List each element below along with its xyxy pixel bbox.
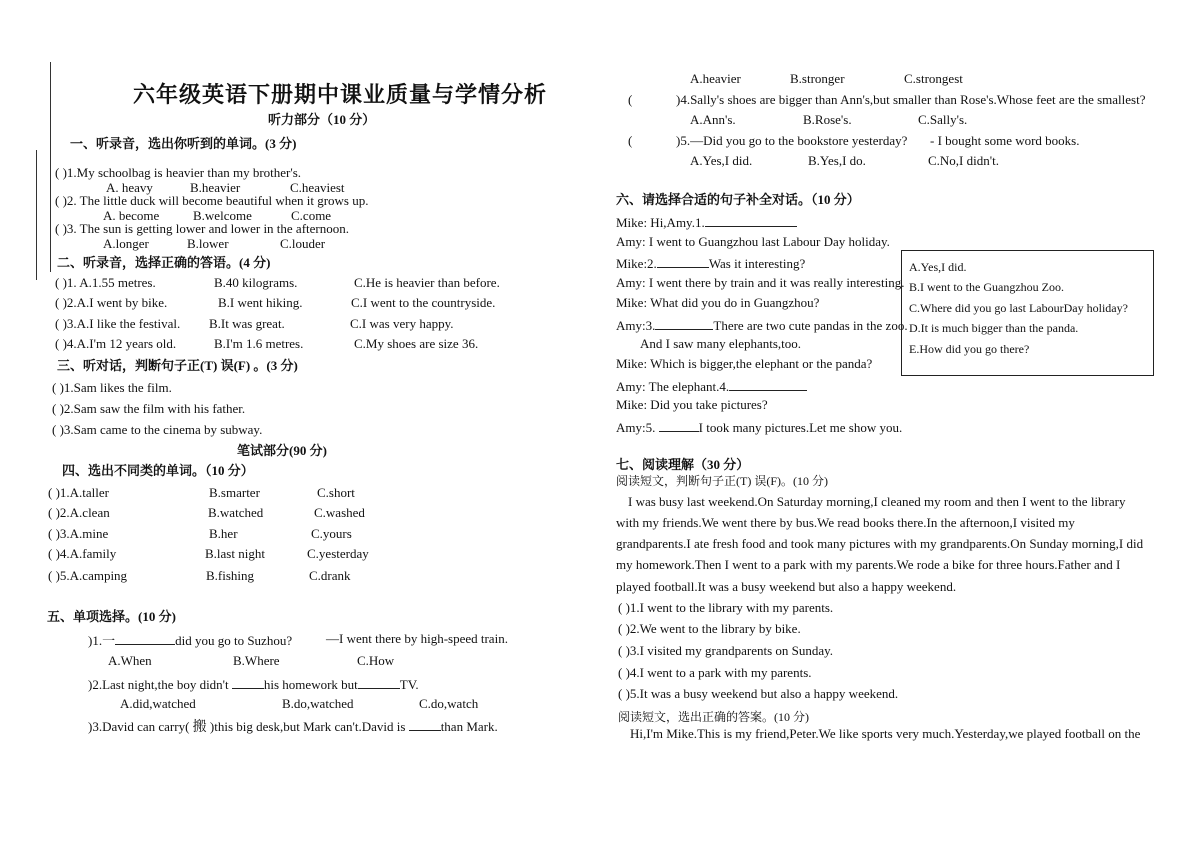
s5-q3 (88, 718, 498, 734)
s5-q5-answer: - I bought some word books. (930, 133, 1080, 148)
s5-q1-text-a: )1.一 (88, 633, 116, 648)
s5-q3-text-a: )3.David can carry( (88, 719, 190, 734)
s6-line-11-text-a: Amy:5. (616, 420, 656, 435)
s5-q2-blank-1[interactable] (232, 676, 264, 689)
s6-line-4: Amy: I went there by train and it was really interesting. (616, 275, 905, 290)
s6-blank-2[interactable] (657, 255, 709, 268)
s5-q4-opt-c: C.Sally's. (918, 112, 968, 127)
s6-blank-1[interactable] (705, 214, 797, 227)
s6-line-2: Amy: I went to Guangzhou last Labour Day holiday. (616, 234, 890, 249)
s3-q2: ( )2.Sam saw the film with his father. (52, 401, 246, 416)
s4-q1: ( )1.A.taller (48, 485, 110, 500)
s5-q1 (88, 632, 292, 647)
s5-q1-opt-c: C.How (357, 653, 395, 668)
s6-option-c: C.Where did you go last LabourDay holiday? (909, 301, 1128, 315)
s5-q3-handwritten: 搬 (192, 719, 207, 735)
s5-q1-text-b: did you go to Suzhou? (175, 633, 293, 648)
s6-line-8: Mike: Which is bigger,the elephant or the panda? (616, 356, 873, 371)
s7-sub1-heading: 阅读短文，判断句子正(T) 误(F)。(10 分) (616, 474, 828, 488)
s5-q5-opt-a: A.Yes,I did. (690, 153, 753, 168)
s4-q3-c: C.yours (311, 526, 352, 541)
s4-q2-b: B.watched (208, 505, 264, 520)
s2-q2-c: C.I went to the countryside. (351, 295, 496, 310)
s4-q2: ( )2.A.clean (48, 505, 110, 520)
s7-q1: ( )1.I went to the library with my parents. (618, 600, 834, 615)
s5-q2-text-a: )2.Last night,the boy didn't (88, 677, 229, 692)
s5-q1-opt-b: B.Where (233, 653, 280, 668)
s5-q3-opt-c: C.strongest (904, 71, 963, 86)
s4-q3: ( )3.A.mine (48, 526, 109, 541)
s1-q3-opt-a: A.longer (103, 236, 149, 251)
s2-q2-b: B.I went hiking. (218, 295, 303, 310)
s4-q4-c: C.yesterday (307, 546, 369, 561)
s2-q2: ( )2.A.I went by bike. (55, 295, 168, 310)
binding-line-top (50, 62, 51, 272)
s6-line-3 (616, 255, 805, 270)
s5-q2-blank-2[interactable] (358, 676, 400, 689)
s2-q4: ( )4.A.I'm 12 years old. (55, 336, 177, 351)
s1-q1-opt-a: A. heavy (106, 180, 153, 195)
s7-q4: ( )4.I went to a park with my parents. (618, 665, 812, 680)
binding-line-mid (36, 150, 37, 280)
s1-q2-opt-c: C.come (291, 208, 332, 223)
s5-q1-answer: —I went there by high-speed train. (326, 631, 508, 646)
s2-q3-b: B.It was great. (209, 316, 285, 331)
s5-q3-opt-b: B.stronger (790, 71, 845, 86)
s4-q1-c: C.short (317, 485, 355, 500)
s4-q5-c: C.drank (309, 568, 351, 583)
s5-q1-blank[interactable] (115, 632, 175, 645)
s5-q5-stem: )5.—Did you go to the bookstore yesterday? (676, 133, 908, 148)
section5-heading: 五、单项选择。(10 分) (47, 609, 176, 624)
s5-q4-paren: ( (628, 92, 633, 107)
s4-q4: ( )4.A.family (48, 546, 117, 561)
s1-q1-opt-b: B.heavier (190, 180, 241, 195)
s6-line-9 (616, 378, 807, 393)
s7-passage-line-2: with my friends.We went there by bus.We read books there.In the afternoon,I visited my (616, 515, 1075, 530)
s1-q2-stem: ( )2. The little duck will become beautiful when it grows up. (55, 193, 369, 208)
s1-q1-opt-c: C.heaviest (290, 180, 345, 195)
s5-q3-blank[interactable] (409, 718, 441, 731)
s6-option-a: A.Yes,I did. (909, 260, 967, 274)
s7-passage-line-5: played football.It was a busy weekend but also a happy weekend. (616, 579, 957, 594)
section1-heading: 一、听录音，选出你听到的单词。(3 分) (70, 136, 297, 151)
s2-q1: ( )1. A.1.55 metres. (55, 275, 156, 290)
s1-q2-opt-a: A. become (103, 208, 160, 223)
s1-q1-stem: ( )1.My schoolbag is heavier than my brother's. (55, 165, 302, 180)
s6-line-3-text-a: Mike:2. (616, 256, 657, 271)
s7-q3: ( )3.I visited my grandparents on Sunday. (618, 643, 834, 658)
s6-line-10: Mike: Did you take pictures? (616, 397, 768, 412)
s5-q4-stem: )4.Sally's shoes are bigger than Ann's,but smaller than Rose's.Whose feet are the smallest? (676, 92, 1146, 107)
s3-q3: ( )3.Sam came to the cinema by subway. (52, 422, 263, 437)
s6-blank-4[interactable] (729, 378, 807, 391)
section2-heading: 二、听录音，选择正确的答语。(4 分) (57, 255, 271, 270)
s4-q3-b: B.her (209, 526, 238, 541)
s6-option-b: B.I went to the Guangzhou Zoo. (909, 280, 1064, 294)
s1-q2-opt-b: B.welcome (193, 208, 252, 223)
s5-q2-text-c: TV. (399, 677, 419, 692)
section3-heading: 三、听对话，判断句子正(T) 误(F) 。(3 分) (57, 358, 298, 373)
s4-q5: ( )5.A.camping (48, 568, 128, 583)
s6-line-9-text: Amy: The elephant.4. (616, 379, 730, 394)
s6-line-7: And I saw many elephants,too. (640, 336, 802, 351)
s2-q4-c: C.My shoes are size 36. (354, 336, 479, 351)
s3-q1: ( )1.Sam likes the film. (52, 380, 172, 395)
s1-q3-opt-c: C.louder (280, 236, 326, 251)
s5-q5-opt-c: C.No,I didn't. (928, 153, 999, 168)
written-part-heading: 笔试部分(90 分) (237, 443, 327, 458)
s5-q2-opt-a: A.did,watched (120, 696, 196, 711)
s4-q2-c: C.washed (314, 505, 365, 520)
s7-q2: ( )2.We went to the library by bike. (618, 621, 801, 636)
section7-heading: 七、阅读理解（30 分） (616, 457, 750, 472)
s6-line-11 (616, 419, 902, 434)
s5-q5-paren: ( (628, 133, 633, 148)
s6-line-1-text: Mike: Hi,Amy.1. (616, 215, 705, 230)
listening-part-heading: 听力部分（10 分） (268, 112, 376, 127)
s7-passage-line-1: I was busy last weekend.On Saturday morning,I cleaned my room and then I went to the library (628, 494, 1126, 509)
s5-q5-opt-b: B.Yes,I do. (808, 153, 866, 168)
s6-line-6-text-a: Amy:3. (616, 318, 656, 333)
s7-sub2-heading: 阅读短文，选出正确的答案。(10 分) (618, 710, 809, 724)
s2-q1-c: C.He is heavier than before. (354, 275, 500, 290)
s7-passage-line-4: my homework.Then I went to a park with my parents.We rode a bike for three hours.Father and I (616, 557, 1121, 572)
s6-line-11-text-b: I took many pictures.Let me show you. (698, 420, 903, 435)
section4-heading: 四、选出不同类的单词。（10 分） (62, 463, 254, 478)
s6-option-d: D.It is much bigger than the panda. (909, 321, 1079, 335)
s4-q1-b: B.smarter (209, 485, 260, 500)
s6-blank-3[interactable] (655, 317, 713, 330)
s6-line-5: Mike: What did you do in Guangzhou? (616, 295, 820, 310)
s2-q4-b: B.I'm 1.6 metres. (214, 336, 304, 351)
s5-q2-opt-c: C.do,watch (419, 696, 479, 711)
s7-q5: ( )5.It was a busy weekend but also a happy weekend. (618, 686, 899, 701)
s7-passage-line-3: grandparents.I ate fresh food and took many pictures with my grandparents.On Sunday morning,I did (616, 536, 1144, 551)
s6-blank-5[interactable] (659, 419, 699, 432)
s6-line-6 (616, 317, 908, 332)
s5-q1-opt-a: A.When (108, 653, 152, 668)
s5-q3-text-c: than Mark. (440, 719, 498, 734)
s5-q4-opt-b: B.Rose's. (803, 112, 852, 127)
exam-title: 六年级英语下册期中课业质量与学情分析 (133, 82, 548, 107)
s6-line-6-text-b: There are two cute pandas in the zoo. (713, 318, 908, 333)
s4-q5-b: B.fishing (206, 568, 255, 583)
s5-q2 (88, 676, 419, 691)
section6-heading: 六、请选择合适的句子补全对话。（10 分） (616, 192, 860, 207)
s6-line-1 (616, 214, 797, 229)
s6-line-3-text-b: Was it interesting? (708, 256, 806, 271)
s5-q2-text-b: his homework but (263, 677, 358, 692)
s5-q3-text-b: )this big desk,but Mark can't.David is (209, 719, 406, 734)
s1-q3-opt-b: B.lower (187, 236, 229, 251)
s7-passage2-line-1: Hi,I'm Mike.This is my friend,Peter.We like sports very much.Yesterday,we played football on the (630, 726, 1141, 741)
s6-option-e: E.How did you go there? (909, 342, 1030, 356)
s5-q4-opt-a: A.Ann's. (690, 112, 736, 127)
s2-q1-b: B.40 kilograms. (214, 275, 298, 290)
s4-q4-b: B.last night (205, 546, 265, 561)
s5-q2-opt-b: B.do,watched (282, 696, 354, 711)
s2-q3-c: C.I was very happy. (350, 316, 454, 331)
s5-q3-opt-a: A.heavier (690, 71, 741, 86)
s2-q3: ( )3.A.I like the festival. (55, 316, 181, 331)
s1-q3-stem: ( )3. The sun is getting lower and lower in the afternoon. (55, 221, 349, 236)
